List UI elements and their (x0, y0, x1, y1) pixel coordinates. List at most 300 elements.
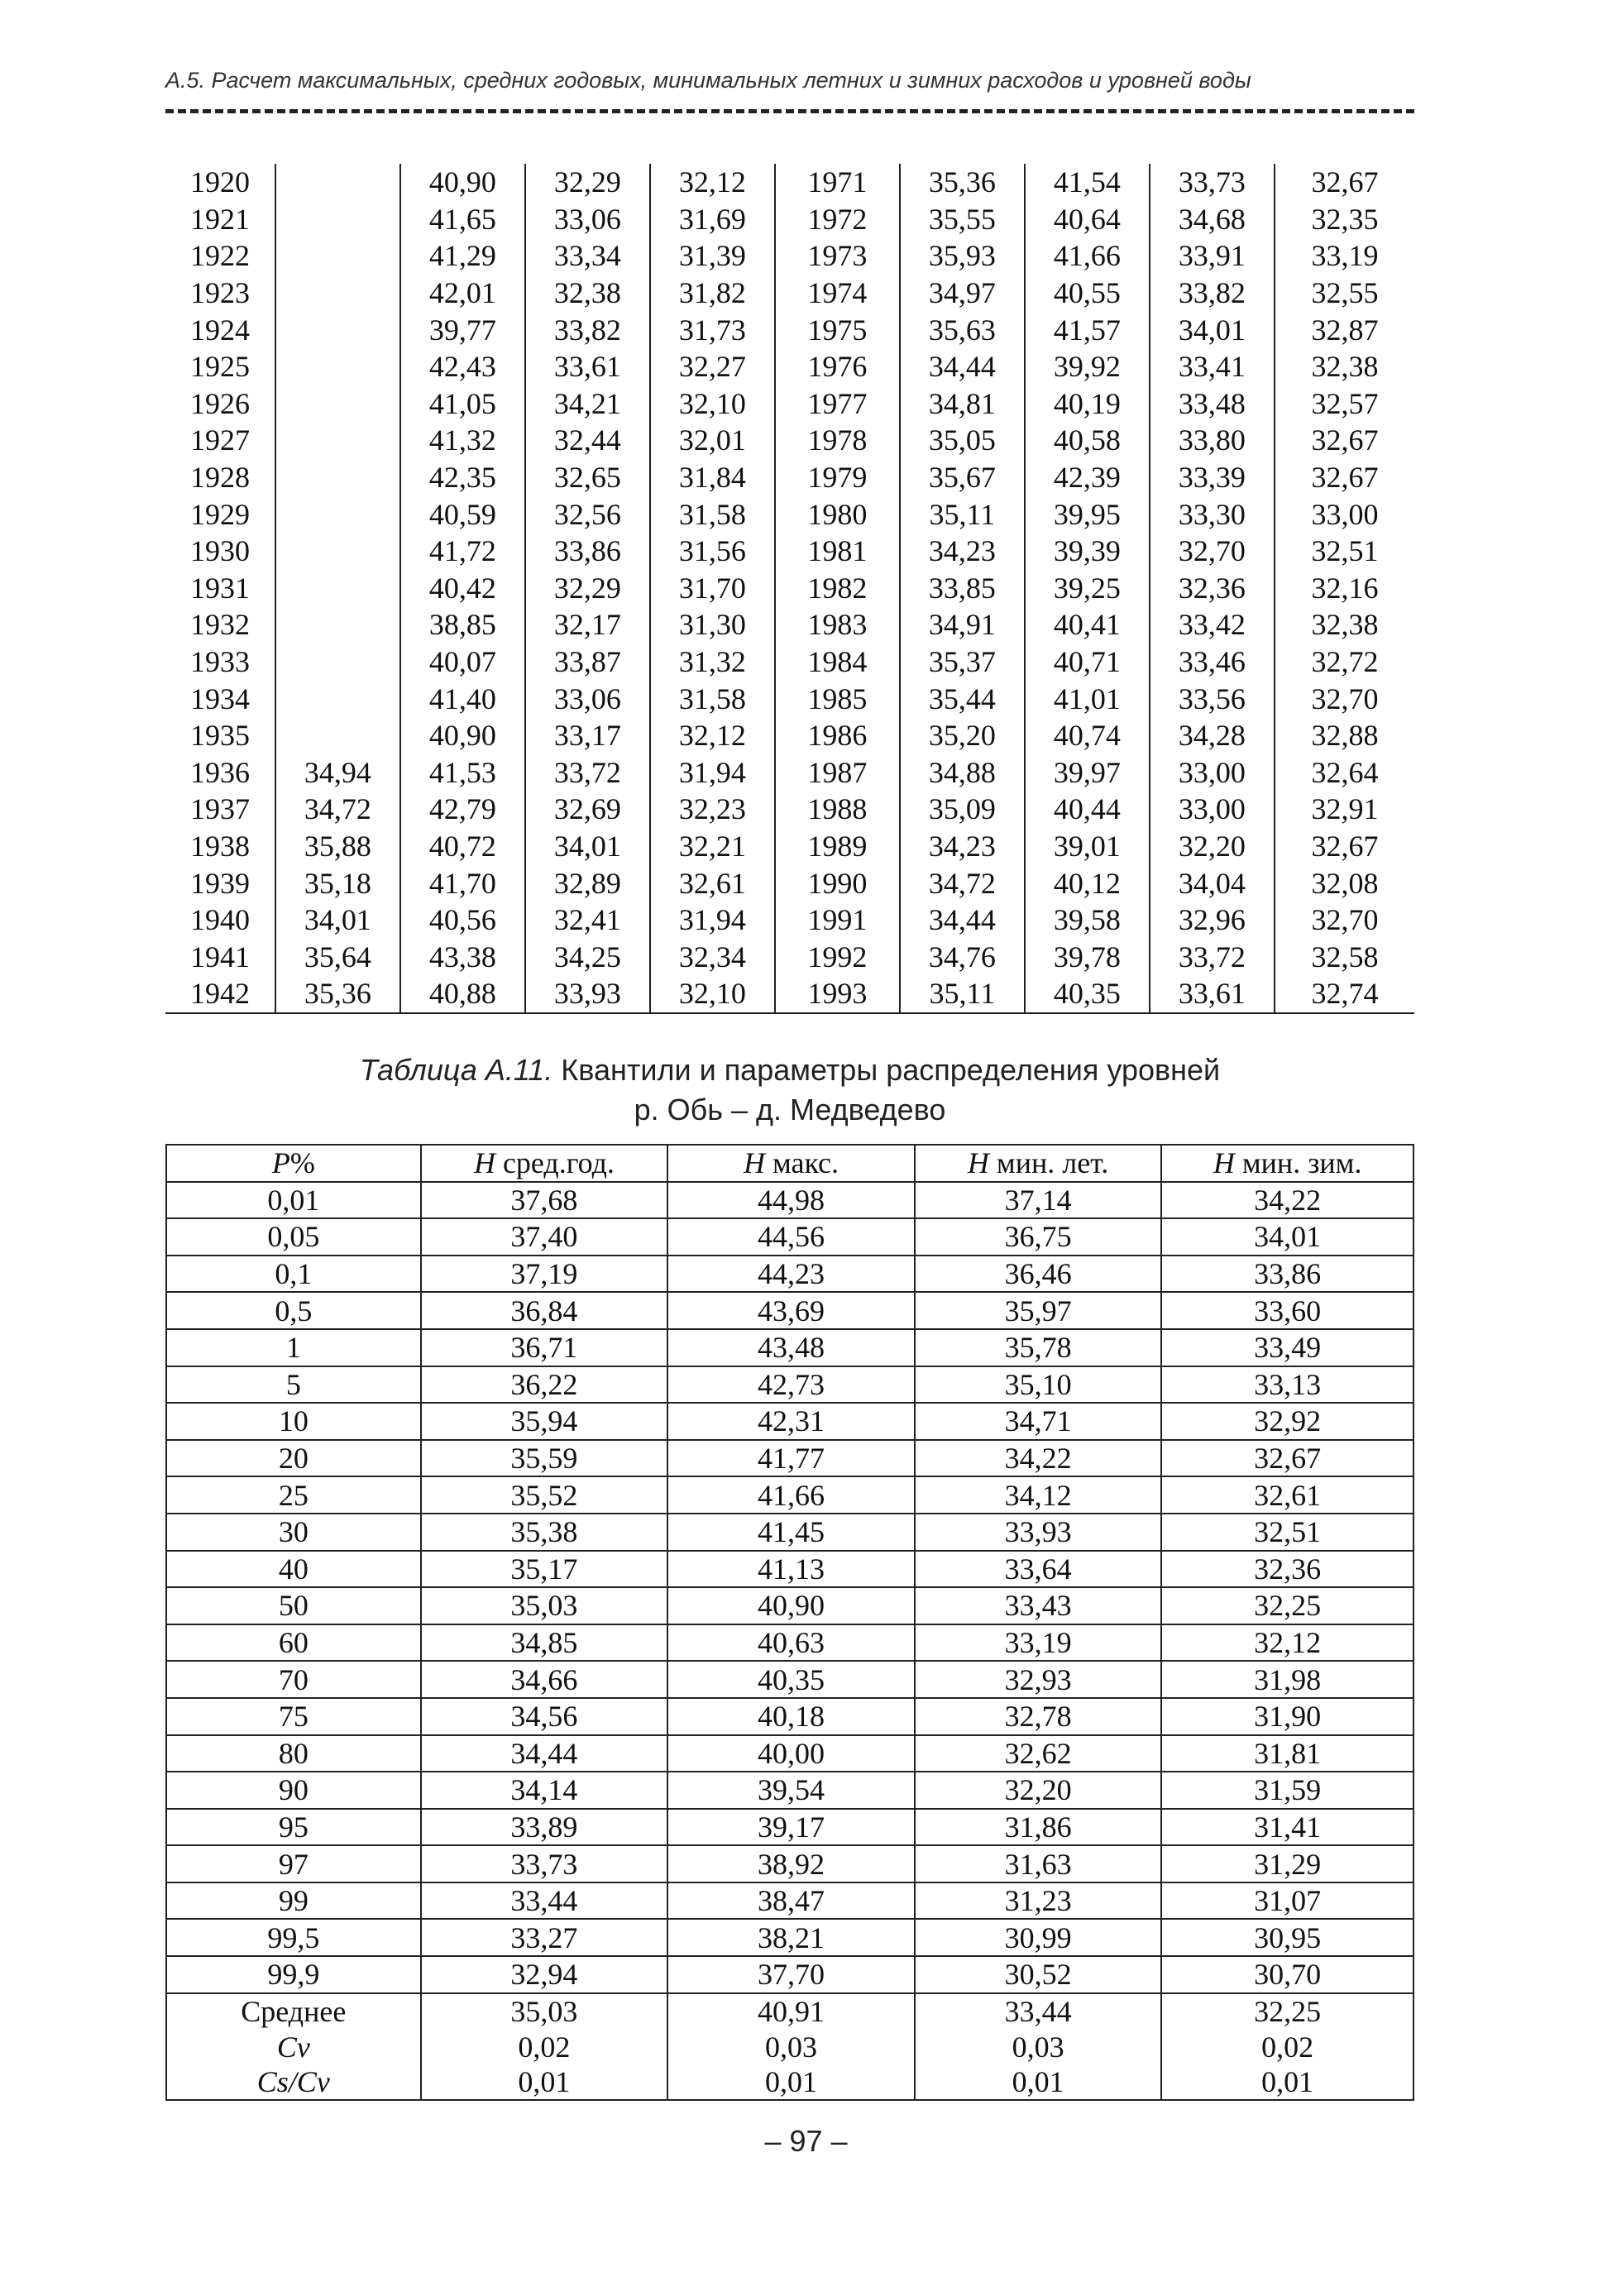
table-cell: 33,86 (1161, 1256, 1413, 1293)
table-cell: 33,27 (421, 1919, 668, 1956)
table-cell: 32,88 (1275, 717, 1414, 754)
table-cell: 32,67 (1161, 1440, 1413, 1477)
table-caption (165, 1050, 1414, 1130)
table-cell: 31,81 (1161, 1735, 1413, 1772)
table-cell: 50 (166, 1587, 421, 1624)
table-cell: 42,01 (400, 275, 525, 312)
table-cell: 1989 (775, 828, 900, 865)
table-cell: 35,94 (421, 1403, 668, 1440)
table-cell: 41,32 (400, 422, 525, 459)
table-cell: 35,37 (900, 643, 1025, 681)
table-row (165, 201, 1414, 238)
table-cell: 40,41 (1025, 606, 1150, 643)
table-cell: 34,23 (900, 533, 1025, 570)
table-cell: 31,63 (915, 1845, 1162, 1882)
table-cell: 1985 (775, 680, 900, 717)
table-cell: 1978 (775, 422, 900, 459)
table-cell: 1924 (165, 311, 275, 348)
table-cell: 1992 (775, 938, 900, 975)
table-cell: 41,66 (667, 1476, 915, 1514)
table-cell: 41,65 (400, 201, 525, 238)
table-cell: 31,39 (650, 237, 775, 275)
table-cell: 41,13 (667, 1551, 915, 1588)
table-cell: 32,70 (1150, 533, 1275, 570)
table-cell: 39,92 (1025, 348, 1150, 385)
table-cell: 0,03 (667, 2029, 915, 2064)
table-cell: 33,44 (421, 1882, 668, 1920)
table-cell: 31,94 (650, 754, 775, 792)
table-cell: 33,82 (525, 311, 650, 348)
table-cell: 35,11 (900, 975, 1025, 1013)
table-cell: 39,95 (1025, 495, 1150, 533)
table-cell: 1991 (775, 902, 900, 939)
table-cell: 0,01 (166, 1182, 421, 1219)
levels-table (165, 164, 1414, 1014)
table-cell: 39,97 (1025, 754, 1150, 792)
table-row (166, 1587, 1413, 1624)
table-cell: 1942 (165, 975, 275, 1013)
table-cell: 40,91 (667, 1993, 915, 2030)
table-row (166, 1919, 1413, 1956)
table-cell: 33,85 (900, 570, 1025, 607)
table-cell: 1979 (775, 459, 900, 496)
table-cell: 39,01 (1025, 828, 1150, 865)
table-cell: 43,38 (400, 938, 525, 975)
table-cell: 33,06 (525, 680, 650, 717)
table-cell: 34,44 (900, 348, 1025, 385)
table-cell: 40 (166, 1551, 421, 1588)
table-row (166, 1772, 1413, 1809)
table-cell: 1936 (165, 754, 275, 792)
table-cell: 42,35 (400, 459, 525, 496)
table-cell: 33,73 (1150, 164, 1275, 201)
table-cell: 35,18 (275, 864, 400, 902)
header-label: макс. (764, 1146, 839, 1180)
table-cell: 32,38 (1275, 606, 1414, 643)
table-row (165, 828, 1414, 865)
stats-row (166, 2064, 1413, 2101)
table-cell: 31,94 (650, 902, 775, 939)
table-cell: 31,73 (650, 311, 775, 348)
table-cell: 33,73 (421, 1845, 668, 1882)
table-cell: 36,46 (915, 1256, 1162, 1293)
table-cell: 0,01 (915, 2064, 1162, 2101)
table-cell: 0,02 (1161, 2029, 1413, 2064)
table-row (166, 1661, 1413, 1698)
table-row (165, 606, 1414, 643)
table-cell: 33,72 (525, 754, 650, 792)
table-row (165, 533, 1414, 570)
table-cell: 32,38 (1275, 348, 1414, 385)
table-cell: 1983 (775, 606, 900, 643)
table-cell: 33,64 (915, 1551, 1162, 1588)
table-cell: 32,12 (650, 164, 775, 201)
table-cell: 41,66 (1025, 237, 1150, 275)
table-row (166, 1403, 1413, 1440)
table-cell: 1986 (775, 717, 900, 754)
table-cell: 60 (166, 1624, 421, 1662)
table-cell: 33,61 (525, 348, 650, 385)
table-cell: 41,53 (400, 754, 525, 792)
table-cell: 1977 (775, 385, 900, 423)
table-cell: 32,36 (1150, 570, 1275, 607)
table-cell: 40,90 (400, 164, 525, 201)
table-row (166, 1624, 1413, 1662)
table-cell: 32,27 (650, 348, 775, 385)
table-cell: 42,39 (1025, 459, 1150, 496)
table-cell: 1923 (165, 275, 275, 312)
table-cell: 37,40 (421, 1218, 668, 1256)
table-cell (275, 311, 400, 348)
table-cell: 33,93 (915, 1514, 1162, 1551)
table-cell: 31,90 (1161, 1698, 1413, 1735)
table-cell (275, 606, 400, 643)
table-cell: 30,99 (915, 1919, 1162, 1956)
table-row (165, 459, 1414, 496)
table-row (165, 275, 1414, 312)
table-row (165, 311, 1414, 348)
table-cell: 33,56 (1150, 680, 1275, 717)
table-row (166, 1440, 1413, 1477)
table-cell: 32,29 (525, 164, 650, 201)
table-cell: 33,19 (915, 1624, 1162, 1662)
table-cell: 41,40 (400, 680, 525, 717)
table-cell: 38,92 (667, 1845, 915, 1882)
table-cell: 31,58 (650, 680, 775, 717)
table-row (165, 717, 1414, 754)
table-cell: 40,35 (1025, 975, 1150, 1013)
table-cell (275, 459, 400, 496)
table-cell (275, 201, 400, 238)
table-cell: 90 (166, 1772, 421, 1809)
table-cell: 36,71 (421, 1329, 668, 1366)
table-cell: 0,1 (166, 1256, 421, 1293)
table-cell: 32,69 (525, 791, 650, 828)
table-cell: 31,82 (650, 275, 775, 312)
table-cell: 37,19 (421, 1256, 668, 1293)
table-cell: 34,81 (900, 385, 1025, 423)
table-cell: 33,91 (1150, 237, 1275, 275)
table-row (166, 1551, 1413, 1588)
quantile-table (165, 1144, 1414, 2101)
table-cell: 34,94 (275, 754, 400, 792)
table-cell: 35,78 (915, 1329, 1162, 1366)
table-cell: 33,00 (1150, 754, 1275, 792)
table-cell: 95 (166, 1809, 421, 1846)
table-cell: 32,96 (1150, 902, 1275, 939)
table-cell: 38,85 (400, 606, 525, 643)
table-cell: 0,05 (166, 1218, 421, 1256)
table-cell (275, 533, 400, 570)
table-cell: 33,48 (1150, 385, 1275, 423)
table-cell: 39,25 (1025, 570, 1150, 607)
table-cell: 34,56 (421, 1698, 668, 1735)
table-cell: 80 (166, 1735, 421, 1772)
table-cell: 1925 (165, 348, 275, 385)
table-row (166, 1292, 1413, 1329)
table-cell: 31,98 (1161, 1661, 1413, 1698)
table-cell: 33,00 (1150, 791, 1275, 828)
table-cell: 36,75 (915, 1218, 1162, 1256)
table-cell: 32,61 (1161, 1476, 1413, 1514)
table-cell: 34,01 (525, 828, 650, 865)
stats-row (166, 2029, 1413, 2064)
table-cell: 99,9 (166, 1956, 421, 1993)
header-symbol: H (743, 1146, 765, 1180)
table-cell: 43,48 (667, 1329, 915, 1366)
table-cell: 40,88 (400, 975, 525, 1013)
table-cell: 31,32 (650, 643, 775, 681)
table-row (165, 754, 1414, 792)
table-cell: 33,17 (525, 717, 650, 754)
table-row (166, 1218, 1413, 1256)
table-cell: 31,86 (915, 1809, 1162, 1846)
table-cell: 32,55 (1275, 275, 1414, 312)
table-cell: 35,36 (275, 975, 400, 1013)
table-cell: 42,43 (400, 348, 525, 385)
table-cell: 0,03 (915, 2029, 1162, 2064)
table-cell: 41,45 (667, 1514, 915, 1551)
table-cell: 43,69 (667, 1292, 915, 1329)
table-cell: 35,93 (900, 237, 1025, 275)
table-cell: 32,34 (650, 938, 775, 975)
table-cell: 1937 (165, 791, 275, 828)
table-cell: 40,35 (667, 1661, 915, 1698)
table-cell: 0,01 (667, 2064, 915, 2101)
table-cell: 40,72 (400, 828, 525, 865)
table-cell: 30 (166, 1514, 421, 1551)
table-row (166, 1514, 1413, 1551)
running-head: А.5. Расчет максимальных, средних годовых, минимальных летних и зимних расходов и уровней воды (165, 68, 1251, 93)
table-cell: 40,42 (400, 570, 525, 607)
table-cell: 41,01 (1025, 680, 1150, 717)
caption-line2: р. Обь – д. Медведево (634, 1093, 946, 1126)
table-cell (275, 237, 400, 275)
table-cell: 1973 (775, 237, 900, 275)
table-cell: 34,14 (421, 1772, 668, 1809)
table-cell: 1984 (775, 643, 900, 681)
table-row (165, 680, 1414, 717)
table-cell: 41,72 (400, 533, 525, 570)
table-cell: 1927 (165, 422, 275, 459)
column-header (166, 1145, 421, 1182)
table-cell: 34,68 (1150, 201, 1275, 238)
table-cell: 35,88 (275, 828, 400, 865)
table-cell: 35,11 (900, 495, 1025, 533)
table-cell: 34,01 (275, 902, 400, 939)
table-cell: 34,01 (1150, 311, 1275, 348)
table-cell: 32,67 (1275, 459, 1414, 496)
table-cell: 1935 (165, 717, 275, 754)
table-cell (275, 495, 400, 533)
table-cell: 32,21 (650, 828, 775, 865)
table-cell: 70 (166, 1661, 421, 1698)
table-cell: 32,20 (1150, 828, 1275, 865)
table-cell: 1974 (775, 275, 900, 312)
table-cell: 33,80 (1150, 422, 1275, 459)
table-cell: 1982 (775, 570, 900, 607)
table-cell: 34,28 (1150, 717, 1275, 754)
table-cell: 32,38 (525, 275, 650, 312)
table-cell: 35,05 (900, 422, 1025, 459)
table-cell: 20 (166, 1440, 421, 1477)
table-row (166, 1366, 1413, 1404)
table-cell: 0,01 (1161, 2064, 1413, 2101)
table-cell: 1933 (165, 643, 275, 681)
column-header (421, 1145, 668, 1182)
table-cell: 40,55 (1025, 275, 1150, 312)
table-row (166, 1698, 1413, 1735)
table-cell: 32,62 (915, 1735, 1162, 1772)
table-cell: 35,97 (915, 1292, 1162, 1329)
table-cell: 1980 (775, 495, 900, 533)
table-cell: 35,09 (900, 791, 1025, 828)
table-cell: 31,29 (1161, 1845, 1413, 1882)
table-cell: 31,41 (1161, 1809, 1413, 1846)
table-cell: 35,64 (275, 938, 400, 975)
table-cell: 1922 (165, 237, 275, 275)
table-cell (275, 643, 400, 681)
table-cell: 30,95 (1161, 1919, 1413, 1956)
table-cell: 35,38 (421, 1514, 668, 1551)
table-cell: 40,59 (400, 495, 525, 533)
table-cell: 41,29 (400, 237, 525, 275)
table-cell: 32,72 (1275, 643, 1414, 681)
table-cell: 34,12 (915, 1476, 1162, 1514)
table-cell: 40,90 (400, 717, 525, 754)
table-cell: 35,36 (900, 164, 1025, 201)
table-cell: 34,04 (1150, 864, 1275, 902)
table-cell: 31,56 (650, 533, 775, 570)
table-cell (275, 680, 400, 717)
table-cell: 34,85 (421, 1624, 668, 1662)
table-cell: 40,71 (1025, 643, 1150, 681)
table-cell: 1941 (165, 938, 275, 975)
header-symbol: H (1213, 1146, 1235, 1180)
table-cell: 1939 (165, 864, 275, 902)
header-symbol: H (473, 1146, 495, 1180)
table-cell (275, 348, 400, 385)
table-cell: 40,12 (1025, 864, 1150, 902)
table-cell: 34,72 (900, 864, 1025, 902)
table-cell: 32,08 (1275, 864, 1414, 902)
table-cell: 39,54 (667, 1772, 915, 1809)
table-row (165, 164, 1414, 201)
table-row (166, 1476, 1413, 1514)
table-cell: 35,10 (915, 1366, 1162, 1404)
table-cell: 31,30 (650, 606, 775, 643)
table-row (166, 1735, 1413, 1772)
table-cell: 40,90 (667, 1587, 915, 1624)
table-row (166, 1182, 1413, 1219)
table-cell: 37,14 (915, 1182, 1162, 1219)
table-cell (275, 275, 400, 312)
table-cell: 35,44 (900, 680, 1025, 717)
table-cell: 40,64 (1025, 201, 1150, 238)
table-cell: 32,25 (1161, 1587, 1413, 1624)
table-cell: 32,94 (421, 1956, 668, 1993)
table-cell: 35,03 (421, 1587, 668, 1624)
table-cell: 30,52 (915, 1956, 1162, 1993)
table-cell: 33,89 (421, 1809, 668, 1846)
table-row (166, 1329, 1413, 1366)
table-cell: 32,61 (650, 864, 775, 902)
table-cell: 30,70 (1161, 1956, 1413, 1993)
table-cell: 35,67 (900, 459, 1025, 496)
table-cell: 32,29 (525, 570, 650, 607)
table-cell: 33,39 (1150, 459, 1275, 496)
table-cell: 32,56 (525, 495, 650, 533)
table-cell: 33,86 (525, 533, 650, 570)
table-cell: 44,98 (667, 1182, 915, 1219)
table-cell: 39,77 (400, 311, 525, 348)
table-cell: 32,25 (1161, 1993, 1413, 2030)
table-cell: 34,71 (915, 1403, 1162, 1440)
stats-row (166, 1993, 1413, 2030)
table-cell: 31,23 (915, 1882, 1162, 1920)
table-row (165, 643, 1414, 681)
table-cell: 34,66 (421, 1661, 668, 1698)
table-cell: 32,20 (915, 1772, 1162, 1809)
table-cell: 42,73 (667, 1366, 915, 1404)
table-cell: 39,58 (1025, 902, 1150, 939)
table-cell: 31,84 (650, 459, 775, 496)
stats-label: Среднее (166, 1993, 421, 2030)
table-cell: 33,44 (915, 1993, 1162, 2030)
table-cell: 31,69 (650, 201, 775, 238)
table-cell: 40,74 (1025, 717, 1150, 754)
table-cell: 35,03 (421, 1993, 668, 2030)
table-cell: 31,07 (1161, 1882, 1413, 1920)
table-row (165, 864, 1414, 902)
header-symbol: H (967, 1146, 989, 1180)
table-cell: 35,17 (421, 1551, 668, 1588)
table-row (165, 938, 1414, 975)
table-cell: 32,23 (650, 791, 775, 828)
table-cell: 33,06 (525, 201, 650, 238)
table-cell: 1934 (165, 680, 275, 717)
table-cell: 40,63 (667, 1624, 915, 1662)
table-cell: 32,89 (525, 864, 650, 902)
table-row (165, 422, 1414, 459)
dashed-rule (165, 109, 1414, 113)
table-cell: 33,41 (1150, 348, 1275, 385)
table-cell: 33,49 (1161, 1329, 1413, 1366)
table-cell (275, 570, 400, 607)
table-cell: 1940 (165, 902, 275, 939)
table-cell: 32,12 (650, 717, 775, 754)
table-cell: 35,55 (900, 201, 1025, 238)
table-cell: 32,67 (1275, 422, 1414, 459)
table-cell: 40,19 (1025, 385, 1150, 423)
table-cell: 33,61 (1150, 975, 1275, 1013)
table-cell: 1972 (775, 201, 900, 238)
table-cell: 34,22 (915, 1440, 1162, 1477)
table-cell: 33,87 (525, 643, 650, 681)
table-row (166, 1256, 1413, 1293)
table-cell: 40,00 (667, 1735, 915, 1772)
caption-prefix: Таблица А.11. (359, 1053, 553, 1087)
table-row (165, 385, 1414, 423)
table-cell: 34,01 (1161, 1218, 1413, 1256)
table-cell: 32,70 (1275, 902, 1414, 939)
caption-line1: Квантили и параметры распределения уровней (552, 1053, 1221, 1087)
table-row (165, 570, 1414, 607)
table-cell: 34,25 (525, 938, 650, 975)
table-cell: 33,34 (525, 237, 650, 275)
table-cell: 32,74 (1275, 975, 1414, 1013)
table-cell: 38,47 (667, 1882, 915, 1920)
